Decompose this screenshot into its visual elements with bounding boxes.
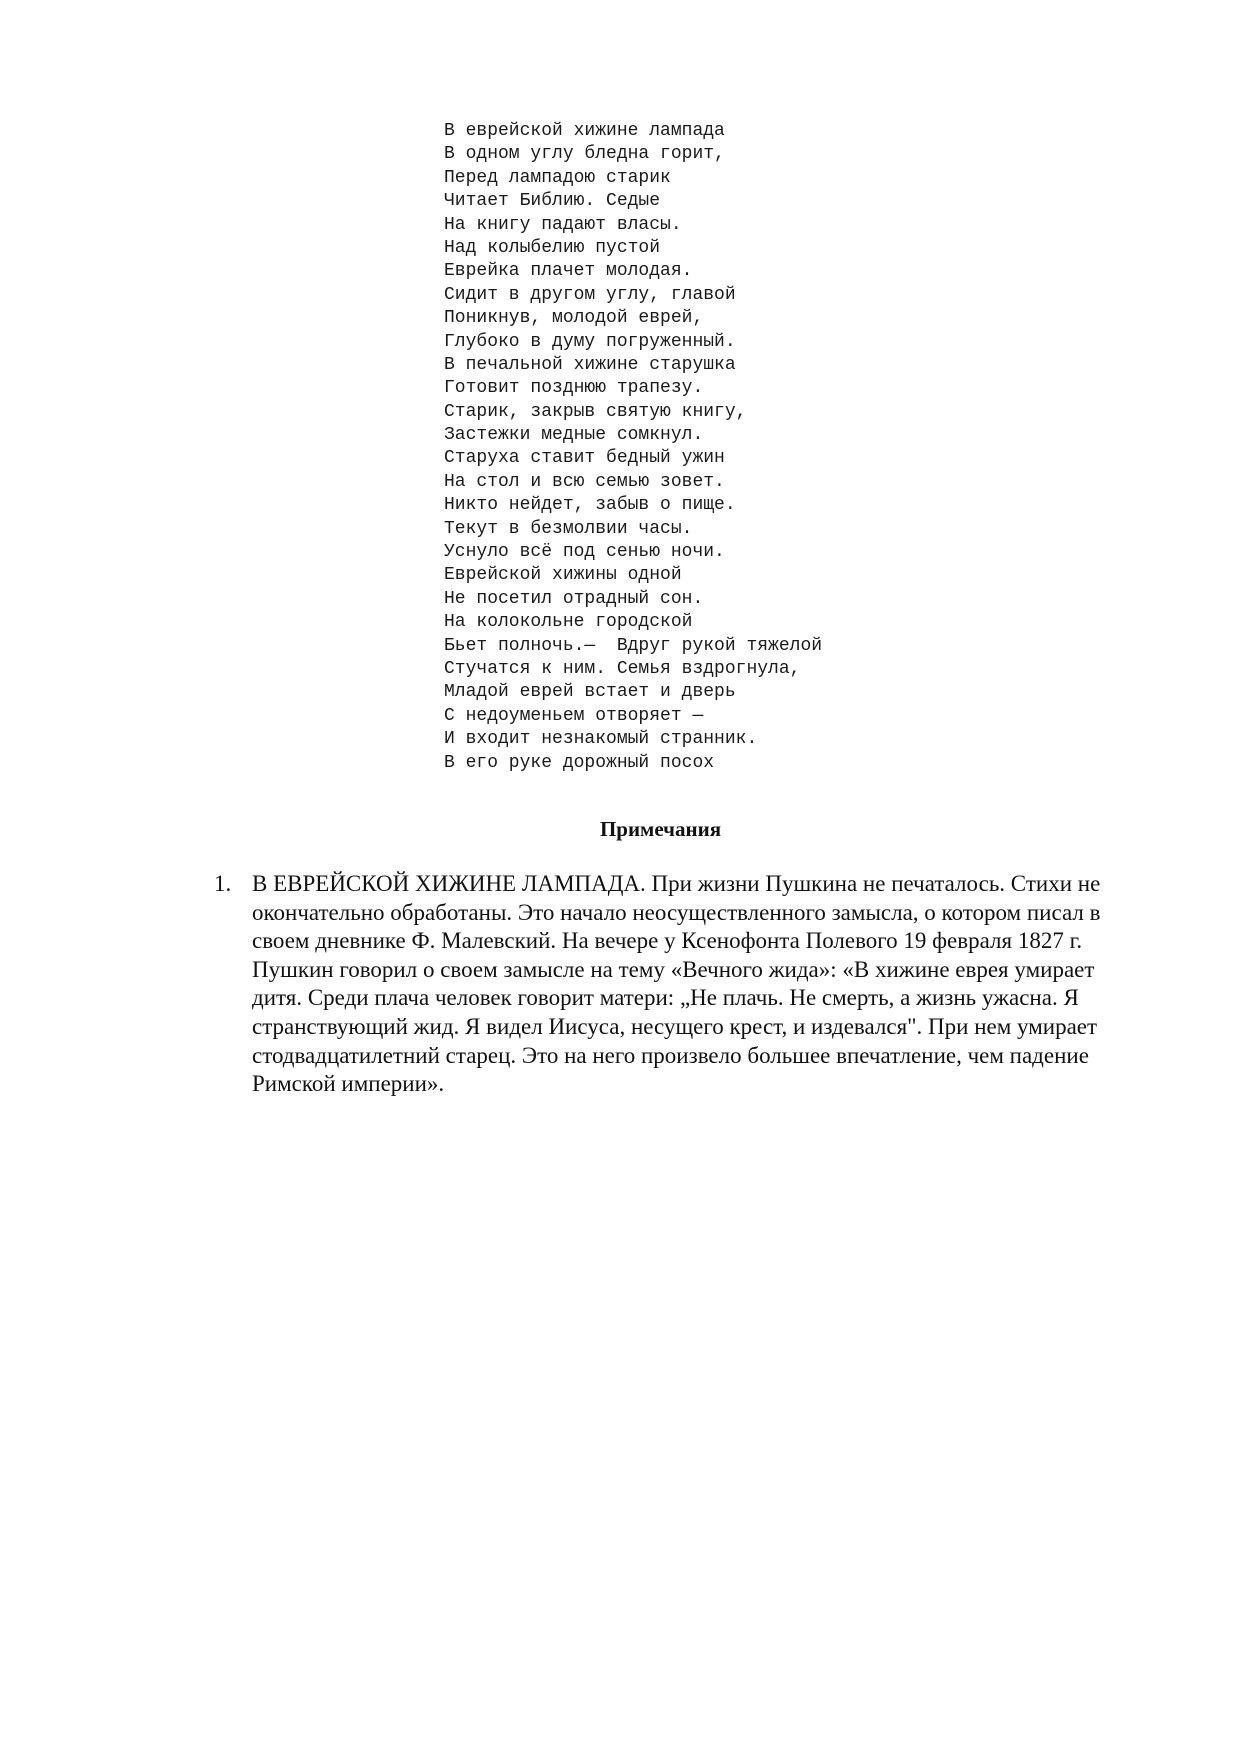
notes-list [200, 870, 1150, 1099]
poem-line: Никто нейдет, забыв о пище. [444, 495, 736, 516]
poem-line: На книгу падают власы. [444, 214, 682, 235]
poem-line: С недоуменьем отворяет — [444, 705, 704, 726]
note-item [200, 870, 1150, 1099]
poem-line: Застежки медные сомкнул. [444, 425, 704, 446]
poem-line: Над колыбелию пустой [444, 237, 661, 258]
poem-line: Еврейской хижины одной [444, 565, 682, 586]
poem-line: Младой еврей встает и дверь [444, 682, 736, 703]
poem-line: Старуха ставит бедный ужин [444, 448, 725, 469]
poem-line: Текут в безмолвии часы. [444, 518, 693, 539]
poem-line: Стучатся к ним. Семья вздрогнула, [444, 658, 801, 679]
note-text: В ЕВРЕЙСКОЙ ХИЖИНЕ ЛАМПАДА. При жизни Пушкина не печаталось. Стихи не окончательно обработаны. Это начало неосуществленного замысла, о котором писал в своем дневнике Ф. Малевский. На вечере у Ксенофонта Полевого 19 февраля 1827 г. Пушкин говорил о своем замысле на тему «Вечного жида»: «В хижине еврея умирает дитя. Среди плача человек говорит матери: „Не плачь. Не смерть, а жизнь ужасна. Я странствующий жид. Я видел Иисуса, несущего крест, и издевался". При нем умирает стодвадцатилетний старец. Это на него произвело большее впечатление, чем падение Римской империи». [252, 871, 1101, 1097]
poem-line: Уснуло всё под сенью ночи. [444, 542, 725, 563]
poem-line: На стол и всю семью зовет. [444, 471, 725, 492]
notes-heading: Примечания [599, 817, 722, 841]
poem-line: В еврейской хижине лампада [444, 121, 725, 141]
note-number: 1. [214, 871, 232, 896]
poem-line: Глубоко в думу погруженный. [444, 331, 736, 352]
poem-line: Читает Библию. Седые [444, 191, 661, 212]
poem-line: Не посетил отрадный сон. [444, 588, 704, 609]
poem-line: Перед лампадою старик [444, 167, 671, 188]
poem-line: На колокольне городской [444, 612, 693, 633]
poem-block [444, 120, 1004, 775]
poem-line: Сидит в другом углу, главой [444, 284, 736, 305]
poem-line: В печальной хижине старушка [444, 354, 736, 375]
poem-line: В его руке дорожный посох [444, 752, 715, 773]
poem-line: Поникнув, молодой еврей, [444, 308, 704, 329]
poem-line: В одном углу бледна горит, [444, 144, 725, 165]
poem-line: Еврейка плачет молодая. [444, 261, 693, 282]
poem-line: Бьет полночь.— Вдруг рукой тяжелой [444, 635, 823, 656]
poem-line: Готовит позднюю трапезу. [444, 378, 704, 399]
poem-line: Старик, закрыв святую книгу, [444, 401, 747, 422]
poem-line: И входит незнакомый странник. [444, 729, 758, 750]
